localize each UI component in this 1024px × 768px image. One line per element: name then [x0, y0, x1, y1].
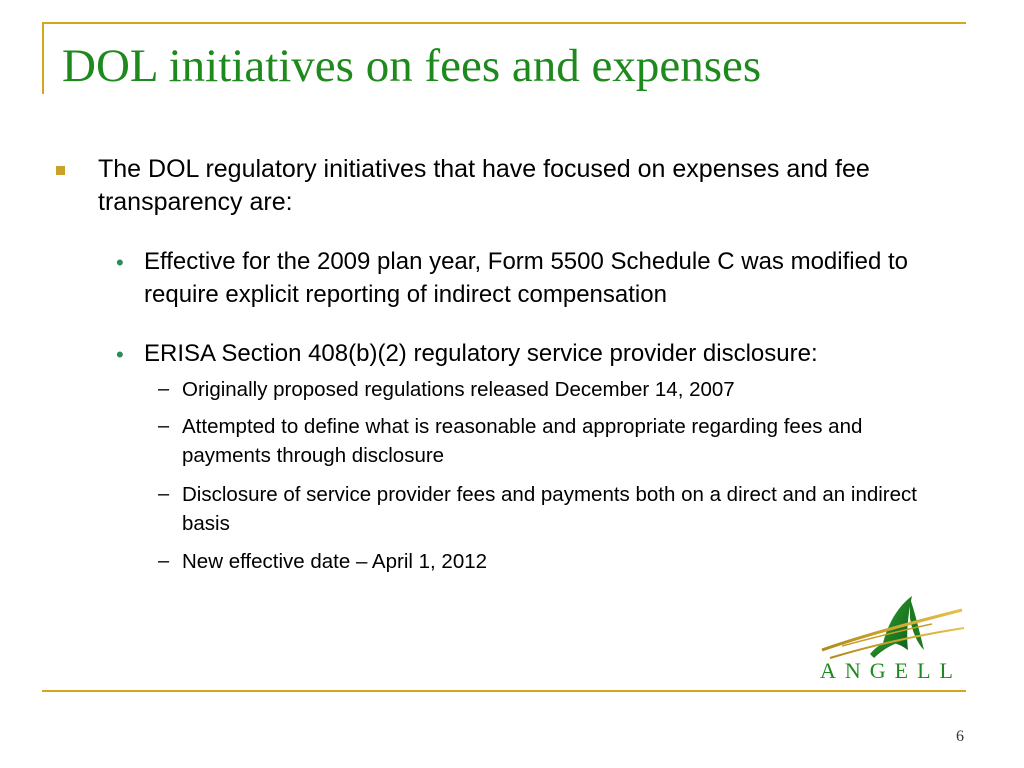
page-number: 6 [956, 728, 964, 745]
bullet-level1-text: The DOL regulatory initiatives that have focused on expenses and fee transparency are: [98, 155, 870, 216]
angell-wordmark: ANGELL [820, 658, 962, 683]
top-rule [42, 22, 966, 24]
square-bullet-icon [56, 166, 65, 175]
bullet-level3-text: Attempted to define what is reasonable and appropriate regarding fees and payments through disclosure [182, 415, 863, 467]
bullet-level3-text: Originally proposed regulations released December 14, 2007 [182, 378, 735, 401]
dash-bullet-icon: – [158, 415, 170, 437]
dash-bullet-icon: – [158, 378, 170, 400]
dash-bullet-icon: – [158, 550, 170, 572]
bullet-level2-text: Effective for the 2009 plan year, Form 5500 Schedule C was modified to require explicit reporting of indirect compensation [144, 248, 908, 308]
dash-bullet-icon: – [158, 483, 170, 505]
bullet-level3-text: Disclosure of service provider fees and payments both on a direct and an indirect basis [182, 483, 917, 535]
bottom-rule [42, 690, 966, 692]
bullet-level3-text: New effective date – April 1, 2012 [182, 550, 488, 573]
bullet-level2-text: ERISA Section 408(b)(2) regulatory service provider disclosure: [144, 340, 818, 367]
slide-title: DOL initiatives on fees and expenses [62, 40, 762, 92]
dot-bullet-icon: • [116, 342, 124, 367]
left-rule [42, 22, 44, 94]
dot-bullet-icon: • [116, 250, 124, 275]
